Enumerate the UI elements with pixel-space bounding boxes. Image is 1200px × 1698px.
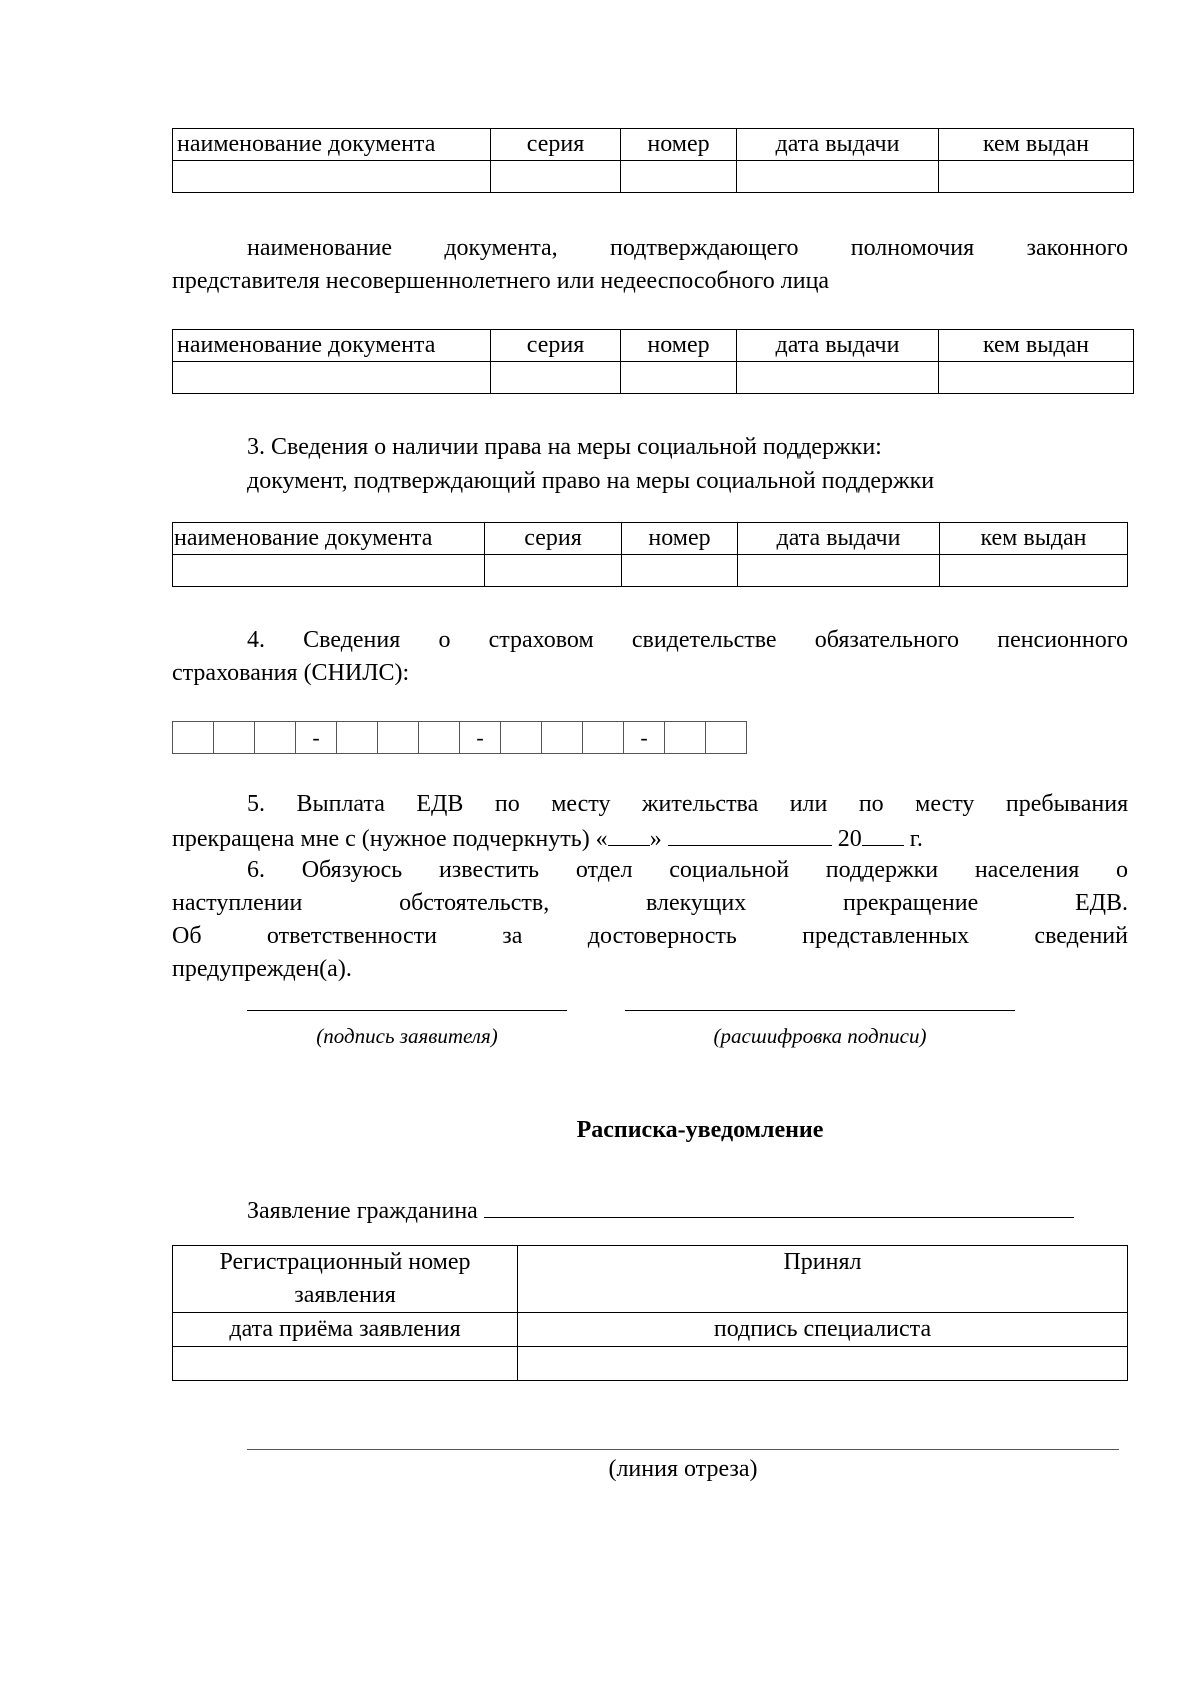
- field-issue-date[interactable]: [737, 161, 939, 193]
- section4-line2: страхования (СНИЛС):: [172, 660, 410, 686]
- col-series: серия: [491, 129, 621, 161]
- col-number: номер: [622, 523, 738, 555]
- section6-line4: предупрежден(а).: [172, 956, 352, 982]
- applicant-signature-line[interactable]: [247, 1010, 567, 1011]
- col-document-name: наименование документа: [173, 330, 491, 362]
- col-issued-by: кем выдан: [939, 129, 1134, 161]
- support-rights-document-table: [172, 522, 1128, 587]
- field-number[interactable]: [621, 161, 737, 193]
- snils-digit[interactable]: [706, 722, 747, 754]
- receipt-table: [172, 1245, 1128, 1381]
- col-issue-date: дата выдачи: [738, 523, 940, 555]
- snils-digit[interactable]: [665, 722, 706, 754]
- section6-line3: Об ответственности за достоверность представленных сведений: [172, 923, 1128, 949]
- citizen-name-blank[interactable]: [484, 1197, 1074, 1218]
- col-number: номер: [621, 129, 737, 161]
- snils-separator: -: [296, 722, 337, 754]
- rep-doc-line1: наименование документа, подтверждающего полномочия законного: [247, 235, 1129, 261]
- section4-line1: 4. Сведения о страховом свидетельстве обязательного пенсионного: [247, 627, 1128, 653]
- field-series[interactable]: [485, 555, 622, 587]
- snils-digit[interactable]: [378, 722, 419, 754]
- snils-digit[interactable]: [583, 722, 624, 754]
- field-document-name[interactable]: [173, 362, 491, 394]
- field-number[interactable]: [622, 555, 738, 587]
- identity-document-table: [172, 128, 1134, 193]
- field-issued-by[interactable]: [939, 161, 1134, 193]
- snils-digit[interactable]: [419, 722, 460, 754]
- snils-digit[interactable]: [501, 722, 542, 754]
- citizen-statement-line: Заявление гражданина: [247, 1197, 1074, 1223]
- snils-separator: -: [460, 722, 501, 754]
- section3-subheading: документ, подтверждающий право на меры социальной поддержки: [247, 468, 935, 494]
- field-issue-date[interactable]: [738, 555, 940, 587]
- field-specialist-signature[interactable]: [518, 1347, 1128, 1381]
- field-issued-by[interactable]: [939, 362, 1134, 394]
- col-issue-date: дата выдачи: [737, 330, 939, 362]
- field-document-name[interactable]: [173, 555, 485, 587]
- signature-decoding-caption: (расшифровка подписи): [713, 1024, 927, 1048]
- field-series[interactable]: [491, 362, 621, 394]
- field-number[interactable]: [621, 362, 737, 394]
- col-issued-by: кем выдан: [940, 523, 1128, 555]
- month-blank[interactable]: [668, 825, 832, 846]
- day-blank[interactable]: [608, 825, 650, 846]
- col-issued-by: кем выдан: [939, 330, 1134, 362]
- rep-doc-line2: представителя несовершеннолетнего или недееспособного лица: [172, 268, 830, 294]
- receipt-title: Расписка-уведомление: [576, 1117, 824, 1143]
- col-series: серия: [491, 330, 621, 362]
- applicant-signature-caption: (подпись заявителя): [316, 1024, 498, 1048]
- cut-line: [247, 1449, 1119, 1450]
- signature-decoding-line[interactable]: [625, 1010, 1015, 1011]
- accepted-header: Принял: [518, 1246, 1128, 1313]
- specialist-signature-header: подпись специалиста: [518, 1313, 1128, 1347]
- col-issue-date: дата выдачи: [737, 129, 939, 161]
- snils-digit[interactable]: [337, 722, 378, 754]
- section6-line1: 6. Обязуюсь известить отдел социальной поддержки населения о: [247, 857, 1128, 883]
- field-document-name[interactable]: [173, 161, 491, 193]
- col-series: серия: [485, 523, 622, 555]
- section6-line2: наступлении обстоятельств, влекущих прекращение ЕДВ.: [172, 890, 1129, 916]
- snils-input-boxes: [172, 721, 747, 754]
- snils-digit[interactable]: [542, 722, 583, 754]
- snils-digit[interactable]: [214, 722, 255, 754]
- section5-line2: прекращена мне с (нужное подчеркнуть) « » 20 г.: [172, 826, 923, 852]
- snils-digit[interactable]: [173, 722, 214, 754]
- section5-line1: 5. Выплата ЕДВ по месту жительства или по месту пребывания: [247, 791, 1129, 817]
- col-document-name: наименование документа: [173, 129, 491, 161]
- col-number: номер: [621, 330, 737, 362]
- field-issued-by[interactable]: [940, 555, 1128, 587]
- cut-line-caption: (линия отреза): [608, 1456, 758, 1482]
- field-date-received[interactable]: [173, 1347, 518, 1381]
- field-issue-date[interactable]: [737, 362, 939, 394]
- snils-separator: -: [624, 722, 665, 754]
- section3-heading: 3. Сведения о наличии права на меры социальной поддержки:: [247, 434, 882, 460]
- representative-document-table: [172, 329, 1134, 394]
- date-received-header: дата приёма заявления: [173, 1313, 518, 1347]
- year-blank[interactable]: [862, 825, 904, 846]
- reg-number-header: Регистрационный номер заявления: [173, 1246, 518, 1313]
- field-series[interactable]: [491, 161, 621, 193]
- col-document-name: наименование документа: [173, 523, 485, 555]
- snils-digit[interactable]: [255, 722, 296, 754]
